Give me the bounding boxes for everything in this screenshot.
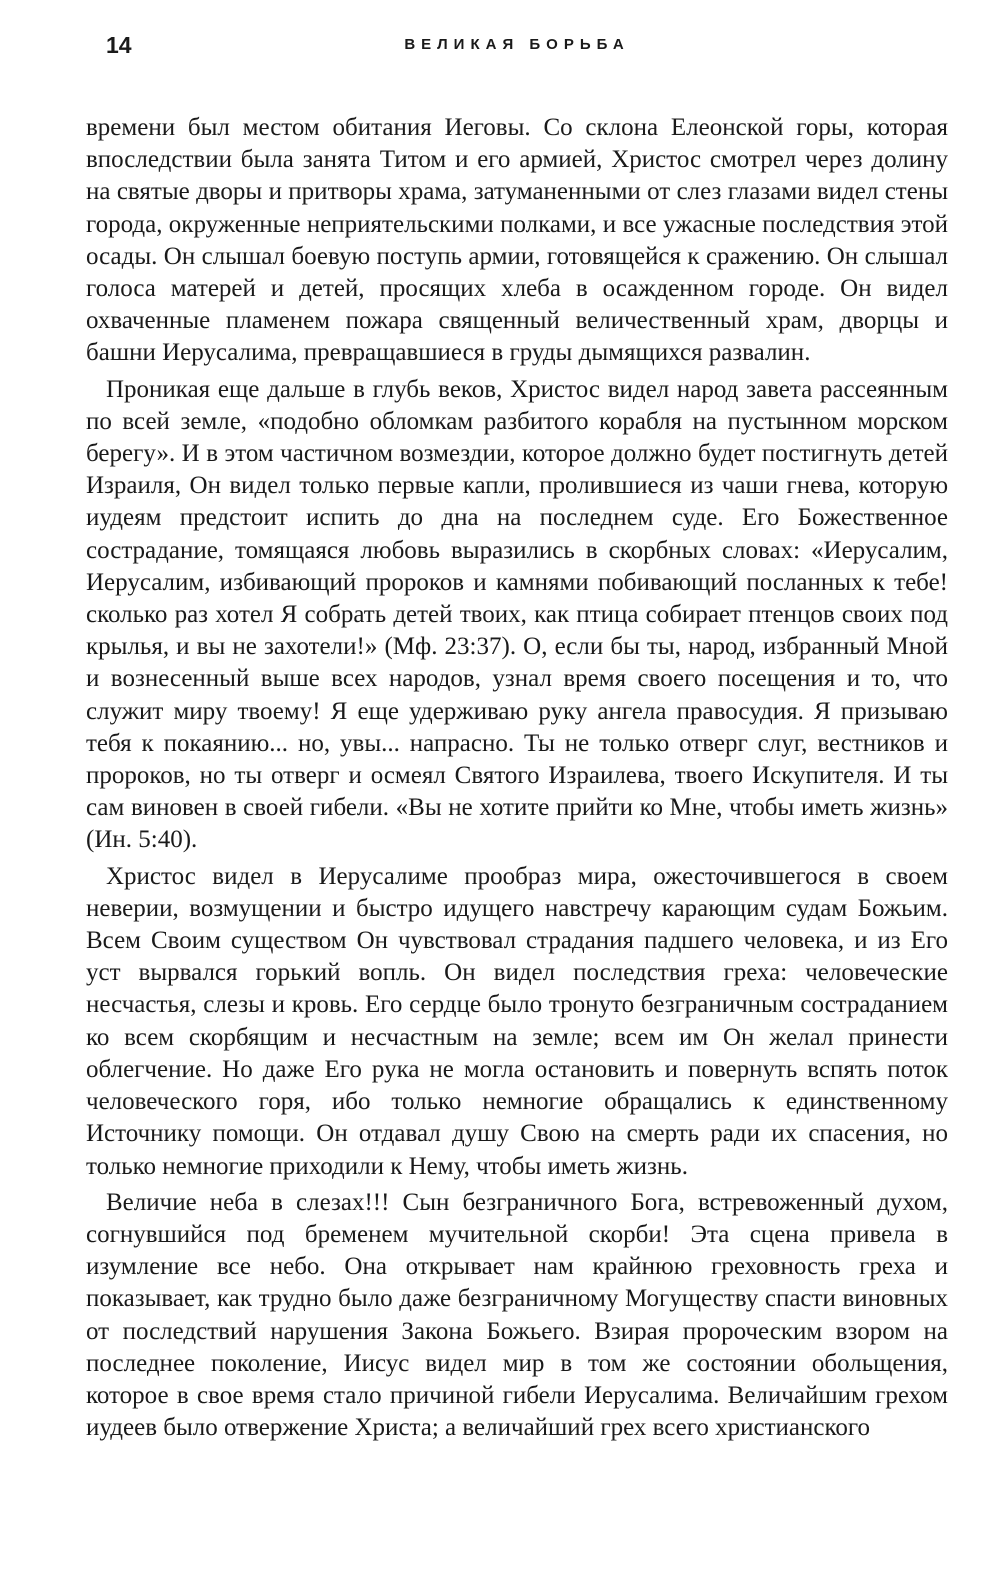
- paragraph-3: Христос видел в Иерусалиме прообраз мира, ожесточившегося в своем неверии, возмущении и быстро идущего навстречу карающим судам Божьим. Всем Своим существом Он чувствовал страдания падшего человека, и из Его уст вырвался горький вопль. Он видел последствия греха: человеческие несчастья, слезы и кровь. Его сердце было тронуто безграничным состраданием ко всем скорбящим и несчастным на земле; всем им Он желал принести облегчение. Но даже Его рука не могла остановить и повернуть вспять поток человеческого горя, ибо только немногие обращались к единственному Источнику помощи. Он отдавал душу Свою на смерть ради их спасения, но только немногие приходили к Нему, чтобы иметь жизнь.: [86, 862, 948, 1180]
- paragraph-1: времени был местом обитания Иеговы. Со склона Елеонской горы, которая впоследствии была занята Титом и его армией, Христос смотрел через долину на святые дворы и притворы храма, затуманенными от слез глазами видел стены города, окруженные неприятельскими полками, и все ужасные последствия этой осады. Он слышал боевую поступь армии, готовящейся к сражению. Он слышал голоса матерей и детей, просящих хлеба в осажденном городе. Он видел охваченные пламенем пожара священный величественный храм, дворцы и башни Иерусалима, превращавшиеся в груды дымящихся развалин.: [86, 114, 948, 367]
- book-title: ВЕЛИКАЯ БОРЬБА: [404, 36, 630, 53]
- paragraph-4: Величие неба в слезах!!! Сын безграничного Бога, встревоженный духом, согнувшийся под бременем мучительной скорби! Эта сцена привела в изумление все небо. Она открывает нам крайнюю греховность греха и показывает, как трудно было даже безграничному Могуществу спасти виновных от последствий нарушения Закона Божьего. Взирая пророческим взором на последнее поколение, Иисус видел мир в том же состоянии обольщения, которое в свое время стало причиной гибели Иерусалима. Величайшим грехом иудеев было отвержение Христа; а величайший грех всего христианского: [86, 1188, 948, 1442]
- running-head: [86, 28, 948, 62]
- paragraph-2: Проникая еще дальше в глубь веков, Христос видел народ завета рассеянным по всей земле, «подобно обломкам разбитого корабля на пустынном морском берегу». И в этом частичном возмездии, которое должно будет постигнуть детей Израиля, Он видел только первые капли, пролившиеся из чаши гнева, которую иудеям предстоит испить до дна на последнем суде. Его Божественное сострадание, томящаяся любовь выразились в скорбных словах: «Иерусалим, Иерусалим, избивающий пророков и камнями побивающий посланных к тебе! сколько раз хотел Я собрать детей твоих, как птица собирает птенцов своих под крылья, и вы не захотели!» (Мф. 23:37). О, если бы ты, народ, избранный Мной и вознесенный выше всех народов, узнал время своего посещения и то, что служит миру твоему! Я еще удерживаю руку ангела правосудия. Я призываю тебя к покаянию... но, увы... напрасно. Ты не только отверг слуг, вестников и пророков, но ты отверг и осмеял Святого Израилева, твоего Искупителя. И ты сам виновен в своей гибели. «Вы не хотите прийти ко Мне, чтобы иметь жизнь» (Ин. 5:40).: [86, 375, 948, 854]
- body-text: [86, 112, 948, 1448]
- page-number: 14: [106, 32, 132, 58]
